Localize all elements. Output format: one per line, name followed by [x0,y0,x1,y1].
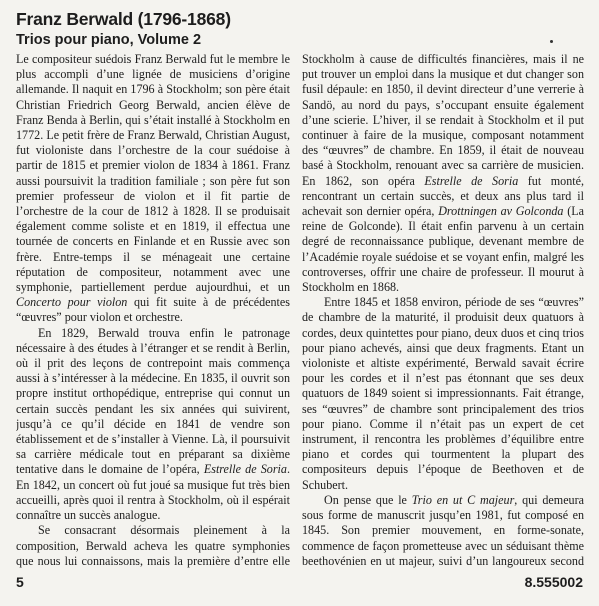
paragraph [302,52,584,295]
left-text-column [16,52,290,569]
right-text-column [302,52,584,569]
italic-title: Estrelle de Soria [424,173,519,188]
paragraph [16,52,290,326]
paragraph-text: . En 1842, un concert où fut joué sa musique fut très bien accueilli, après quoi il rentra à Stockholm, où il espérait connaître un succès analogue. [16,462,290,523]
page-subtitle: Trios pour piano, Volume 2 [16,32,202,48]
paragraph-text: , qui demeura sous forme de manuscrit jusqu’en 1981, fut composé en 1845. Son premier mouvement, en forme-sonate, commence de façon prometteuse avec un séduisant thème beethovénien en ut majeur, suivi d’un langoureux second [302,492,584,568]
paragraph-text: Stockholm à cause de difficultés financières, mais il ne put trouver un emploi dans la musique et dut changer son fusil dépaule: en 1850, il devint directeur d’une verrerie à Sandö, au nord du pays, s’occupant ensuite également d’une scierie. L’hiver, il se rendait à Stockholm et il put continuer à faire de la musique, composant notamment des “œuvres” de chambre. En 1859, il était de nouveau basé à Stockholm, renouant avec sa carrière de musicien. En 1862, son opéra [302,52,584,188]
paragraph [302,493,584,569]
italic-title: Estrelle de Soria [203,462,287,477]
catalogue-number: 8.555002 [524,574,583,590]
paragraph [302,295,584,493]
paragraph-text: qui fit suite à de précédentes “œuvres” pour violon et orchestre. [16,295,290,325]
italic-title: Drottningen av Golconda [438,204,564,219]
paragraph-text: (La reine de Golconde). Il était enfin parvenu à un certain degré de reconnaissance publique, devenant membre de l’Académie royale suédoise et se voyant enfin, malgré les controverses, offrir une chaire de professeur. Il mourut à Stockholm en 1868. [302,204,584,295]
paragraph-text: On pense que le [324,492,412,507]
paragraph [16,326,290,524]
decorative-dot [550,40,553,43]
paragraph [16,523,290,569]
paragraph-text: En 1829, Berwald trouva enfin le patronage nécessaire à des études à l’étranger et se rendit à Berlin, où il prit des leçons de contrepoint mais commença aussi à s’intéresser à la médecine. En 1835, il ouvrit son propre institut orthopédique, entreprise qui connut un certain succès pendant les six années qui suivirent, jusqu’à ce qu’il décide en 1841 de vendre son établissement et de s’installer à Vienne. Là, il poursuivit sa carrière médicale tout en préparant sa dixième tentative dans le domaine de l’opéra, [16,325,290,477]
paragraph-text: Entre 1845 et 1858 environ, période de ses “œuvres” de chambre de la maturité, il produisit deux quatuors à cordes, deux quintettes pour piano, deux duos et cinq trios pour piano achevés, ainsi que deux fragments. Etant un violoniste et altiste expérimenté, Berwald savait écrire pour les cordes et il n’est pas étonnant que ses deux quatuors de 1849 soient si impressionnants. Fait étrange, ses “œuvres” de chambre sont principalement des trios pour piano. Comme il n’était pas un expert de cet instrument, il rencontra les problèmes d’équilibre entre piano et cordes qui tourmentent la plupart des compositeurs depuis l’époque de Beethoven et de Schubert. [302,295,584,492]
page-number: 5 [16,574,24,590]
italic-title: Trio en ut C majeur [411,492,515,507]
paragraph-text: fut monté, rencontrant un certain succès, et deux ans plus tard il achevait son dernier opéra, [302,173,584,219]
page-title: Franz Berwald (1796-1868) [16,9,231,29]
paragraph-text: Le compositeur suédois Franz Berwald fut le membre le plus accompli d’une lignée de musiciens d’origine allemande. Il naquit en 1796 à Stockholm; son père était Christian Friedrich Georg Berwald, ancien élève de Franz Benda à Berlin, qui s’était installé à Stockholm en 1772. Le petit frère de Franz Berwald, Christian August, fut violoniste dans l’orchestre de la cour suédoise à partir de 1815 et premier violon de 1834 à 1861. Franz aussi poursuivit la tradition familiale ; son père fut son premier professeur de violon et il fit partie de l’orchestre de la cour de 1812 à 1828. Il se produisait également comme soliste et en 1819, il effectua une tournée de concerts en Finlande et en Russie avec son frère. Entre-temps il se ménageait une certaine réputation de compositeur, notamment avec une symphonie, partiellement perdue aujourdhui, et un [16,52,290,295]
paragraph-text: Se consacrant désormais pleinement à la composition, Berwald acheva les quatre symphonies que nous lui connaissons, mais la première d’entre elle [16,523,290,568]
italic-title: Concerto pour violon [16,295,128,310]
